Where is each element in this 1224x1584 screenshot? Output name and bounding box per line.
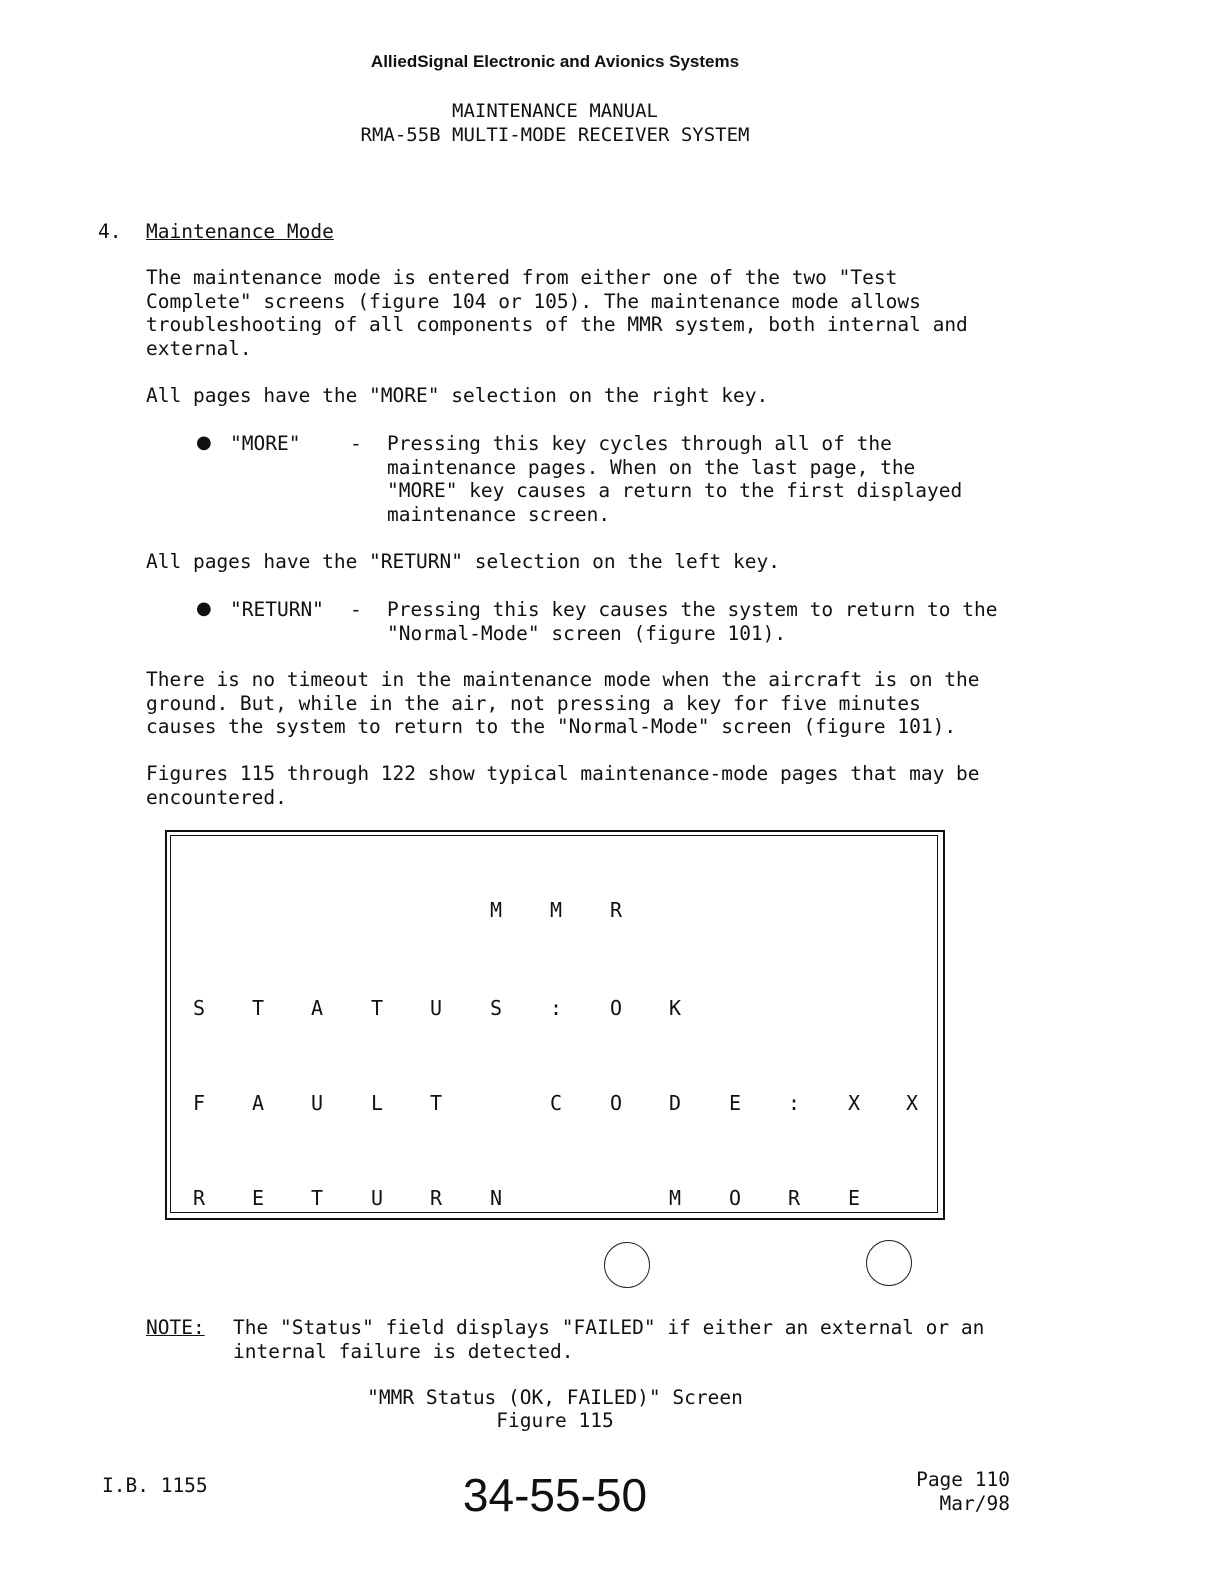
screen-char: R — [787, 1186, 801, 1210]
screen-char: T — [310, 1186, 324, 1210]
screen-char: M — [549, 898, 563, 922]
screen-char: S — [192, 996, 206, 1020]
note-label: NOTE: — [146, 1316, 205, 1339]
screen-char: A — [251, 1091, 265, 1115]
bullet-line: "Normal-Mode" screen (figure 101). — [387, 621, 787, 645]
more-bullet-key: "MORE" — [230, 432, 301, 455]
screen-char: T — [251, 996, 265, 1020]
bullet-line: "MORE" key causes a return to the first displayed — [387, 479, 963, 502]
more-intro: All pages have the "MORE" selection on the right key. — [146, 384, 769, 407]
system-title: RMA-55B MULTI-MODE RECEIVER SYSTEM — [360, 124, 750, 146]
screen-char: E — [251, 1186, 265, 1210]
screen-char: T — [370, 996, 384, 1020]
intro-line: Complete" screens (figure 104 or 105). The maintenance mode allows — [146, 289, 921, 313]
screen-char: M — [489, 898, 503, 922]
screen-char: O — [609, 996, 623, 1020]
intro-line: troubleshooting of all components of the MMR system, both internal and — [146, 313, 968, 336]
screen-char: : — [549, 996, 563, 1020]
screen-char: R — [429, 1186, 443, 1210]
manual-title: MAINTENANCE MANUAL — [452, 100, 658, 122]
screen-char: O — [728, 1186, 742, 1210]
ib-number: I.B. 1155 — [102, 1474, 208, 1497]
screen-char: E — [847, 1186, 861, 1210]
screen-char: D — [668, 1091, 682, 1115]
document-number: 34-55-50 — [462, 1469, 648, 1521]
screen-char: E — [728, 1091, 742, 1115]
revision-date: Mar/98 — [939, 1492, 1010, 1515]
screen-char: O — [609, 1091, 623, 1115]
page-number: Page 110 — [916, 1468, 1010, 1491]
note-line: The "Status" field displays "FAILED" if either an external or an — [233, 1316, 985, 1339]
intro-line: The maintenance mode is entered from either one of the two "Test — [146, 266, 898, 289]
figure-number: Figure 115 — [496, 1409, 614, 1432]
screen-char: : — [787, 1091, 801, 1115]
screen-char: X — [847, 1091, 861, 1115]
screen-char: S — [489, 996, 503, 1020]
intro-paragraph — [146, 266, 968, 360]
figures-line: encountered. — [146, 785, 287, 809]
section-heading: Maintenance Mode — [146, 220, 334, 243]
screen-char: U — [310, 1091, 324, 1115]
figures-line: Figures 115 through 122 show typical maintenance-mode pages that may be — [146, 762, 980, 785]
figures-paragraph — [146, 762, 980, 809]
timeout-line: causes the system to return to the "Normal-Mode" screen (figure 101). — [146, 715, 957, 738]
timeout-line: There is no timeout in the maintenance mode when the aircraft is on the — [146, 668, 980, 691]
bullet-line: maintenance pages. When on the last page, the — [387, 455, 916, 479]
left-line-select-key-icon — [604, 1242, 650, 1288]
mmr-display-screen — [170, 835, 938, 1213]
note-line: internal failure is detected. — [233, 1339, 574, 1363]
screen-char: X — [905, 1091, 919, 1115]
bullet-line: Pressing this key cycles through all of the — [387, 432, 892, 455]
figure-caption: "MMR Status (OK, FAILED)" Screen — [367, 1386, 743, 1409]
return-intro: All pages have the "RETURN" selection on the left key. — [146, 550, 780, 573]
more-bullet-text — [387, 432, 962, 526]
screen-char: F — [192, 1091, 206, 1115]
return-bullet-text — [387, 598, 997, 645]
company-name: AlliedSignal Electronic and Avionics Systems — [370, 52, 740, 71]
bullet-dot-icon: ● — [196, 598, 212, 619]
bullet-dot-icon: ● — [196, 432, 212, 453]
return-bullet-key: "RETURN" — [230, 598, 324, 621]
screen-char: T — [429, 1091, 443, 1115]
screen-char: C — [549, 1091, 563, 1115]
screen-char: R — [192, 1186, 206, 1210]
intro-line: external. — [146, 336, 252, 360]
screen-char: M — [668, 1186, 682, 1210]
screen-char: U — [370, 1186, 384, 1210]
screen-char: R — [609, 898, 623, 922]
bullet-line: maintenance screen. — [387, 502, 611, 526]
right-line-select-key-icon — [866, 1240, 912, 1286]
section-number: 4. — [98, 220, 122, 243]
return-bullet-dash: - — [350, 598, 362, 621]
timeout-paragraph — [146, 668, 980, 739]
timeout-line: ground. But, while in the air, not pressing a key for five minutes — [146, 691, 921, 715]
note-text — [233, 1316, 984, 1363]
screen-char: K — [668, 996, 682, 1020]
screen-char: A — [310, 996, 324, 1020]
screen-char: N — [489, 1186, 503, 1210]
screen-char: U — [429, 996, 443, 1020]
screen-char: L — [370, 1091, 384, 1115]
bullet-line: Pressing this key causes the system to return to the — [387, 598, 998, 621]
more-bullet-dash: - — [350, 432, 362, 455]
